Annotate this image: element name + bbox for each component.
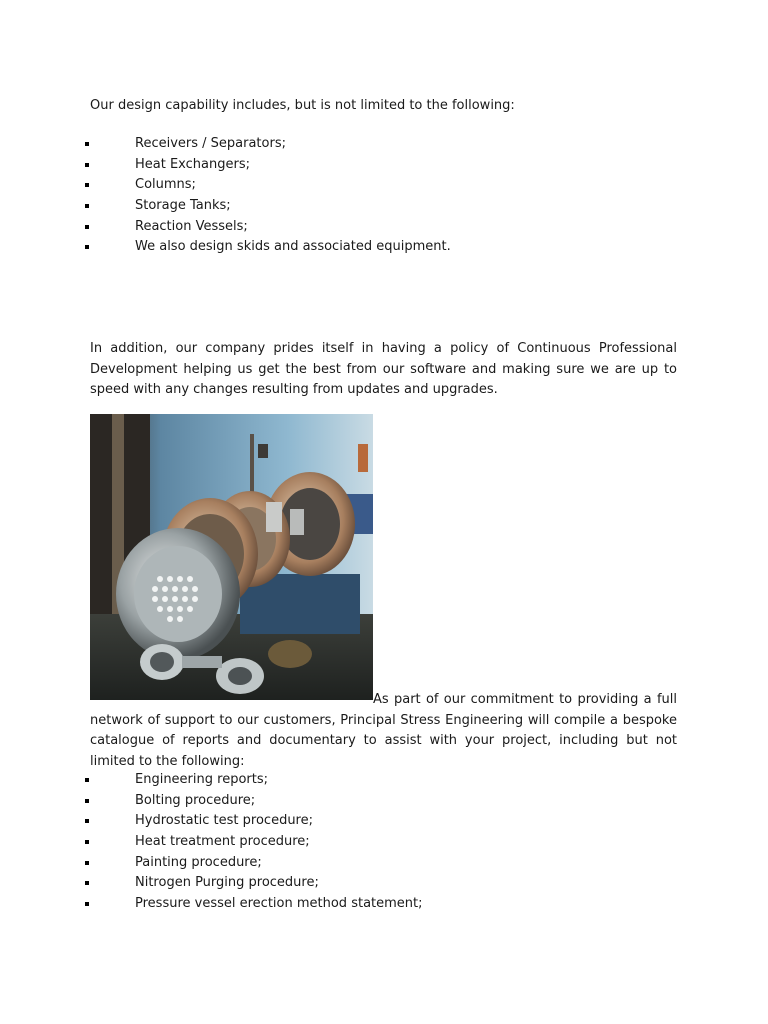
bullet-icon xyxy=(85,799,89,803)
bullet-icon xyxy=(85,183,89,187)
cpd-paragraph: In addition, our company prides itself in having a policy of Continuous Professional Development helping us get the best from our software and making sure we are up to speed with any changes resulting from updates and upgrades. xyxy=(90,341,677,398)
support-paragraph: As part of our commitment to providing a full network of support to our customers, Principal Stress Engineering will compile a bespoke catalogue of reports and documentary to assist with your project, including but not limited to the following: xyxy=(90,692,677,770)
bullet-icon xyxy=(85,225,89,229)
document-page: Our design capability includes, but is not limited to the following: Receivers / Separators; Heat Exchangers; Columns; Storage Tanks; Reaction Vessels; We also design skids and associated equipment. In addition, our company prides itself in having a policy of Continuous Professional Development helping us get the best from our software and making sure we are up to speed with any changes resulting from updates and upgrades. As part of our commitment to providing a full network of support to our customers, Principal Stress Engineering will compile a bespoke catalogue of reports and documentary to assist with your project, including but not limited to the following: Engineering reports; Bolting procedure; Hydrostatic test procedure; Heat treatment procedure; Painting procedure; Nitrogen Purging procedure; Pressure vessel erection method statement; xyxy=(0,0,768,1024)
bullet-icon xyxy=(85,840,89,844)
bullet-icon xyxy=(85,778,89,782)
bullet-icon xyxy=(85,881,89,885)
bullet-icon xyxy=(85,902,89,906)
bullet-icon xyxy=(85,163,89,167)
bullet-icon xyxy=(85,142,89,146)
bullet-icon xyxy=(85,245,89,249)
bullet-icon xyxy=(85,861,89,865)
intro-text: Our design capability includes, but is not limited to the following: xyxy=(90,98,515,113)
bullet-icon xyxy=(85,819,89,823)
bullet-icon xyxy=(85,204,89,208)
support-section xyxy=(90,690,677,773)
heat-exchanger-photo xyxy=(90,414,373,700)
